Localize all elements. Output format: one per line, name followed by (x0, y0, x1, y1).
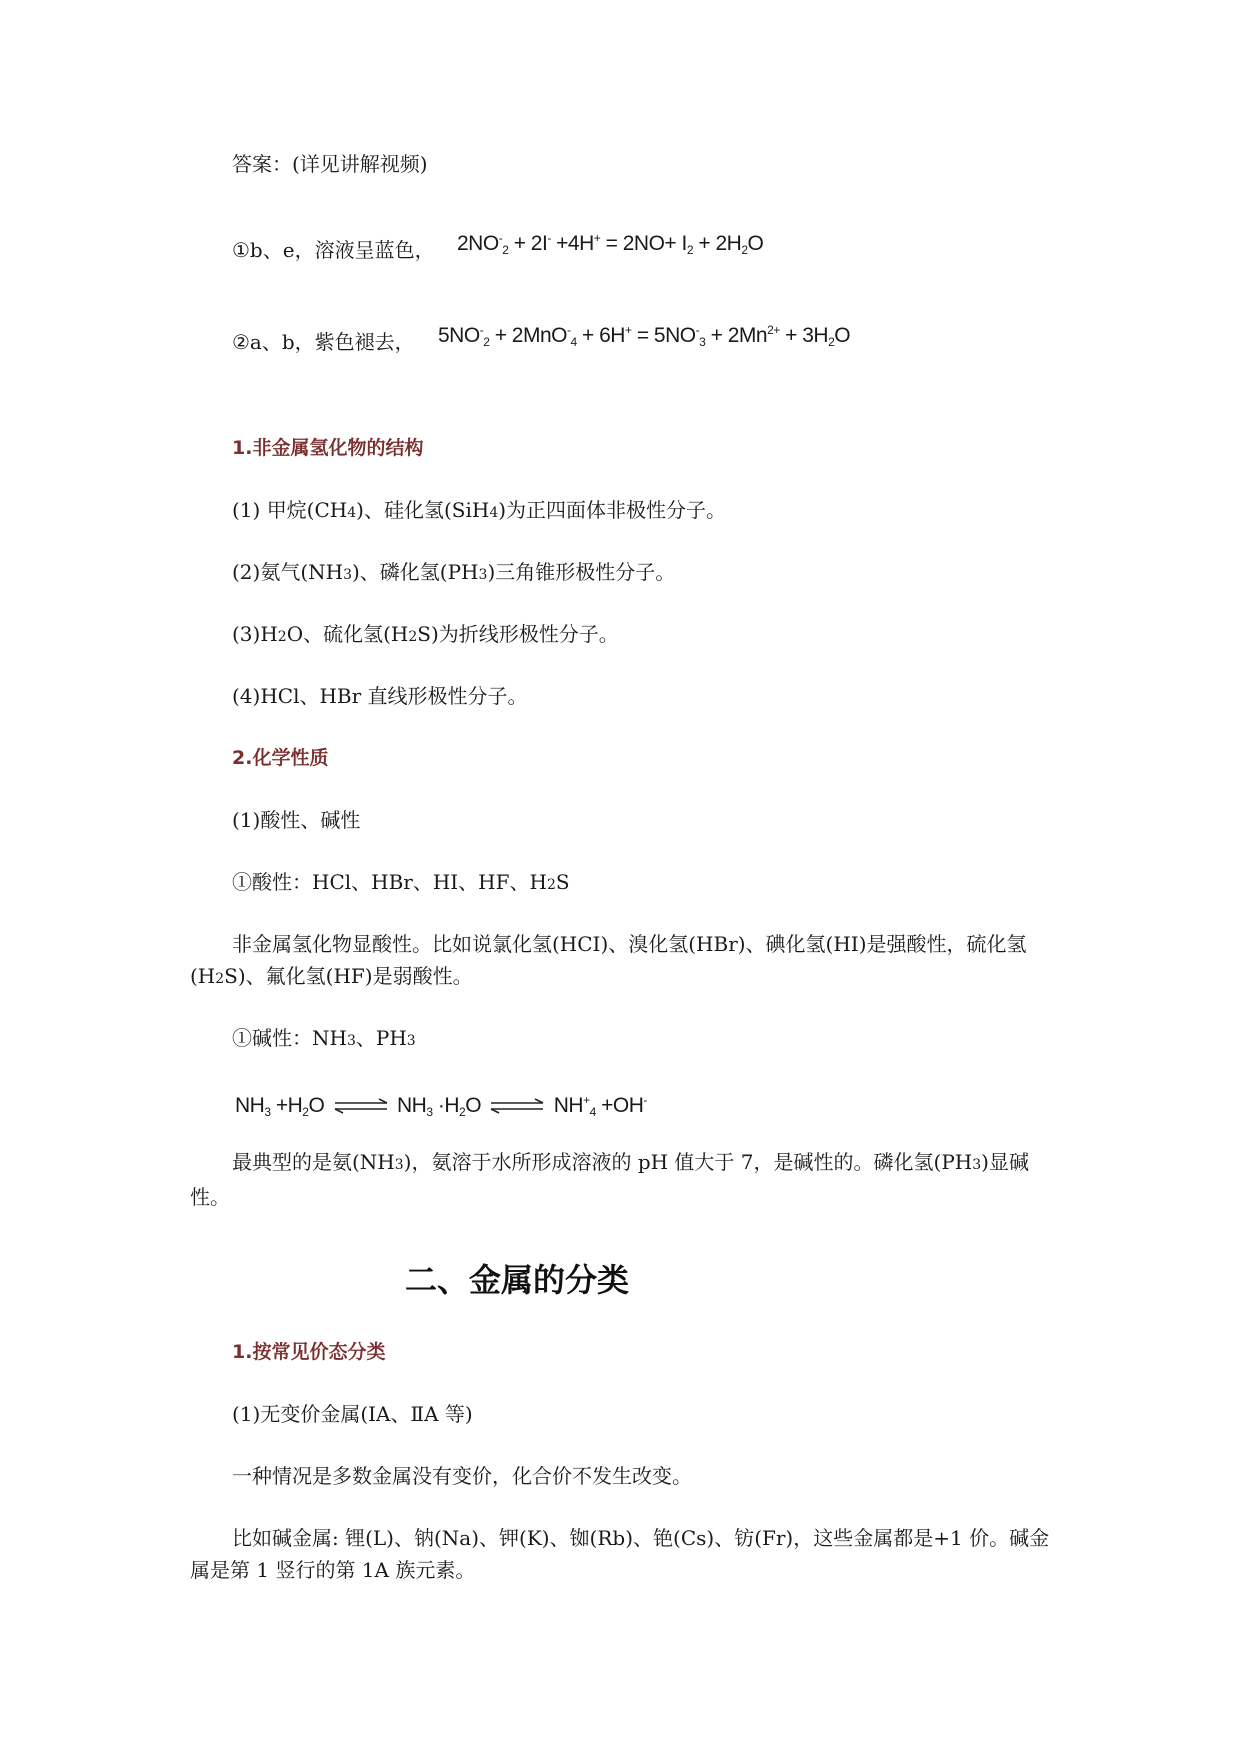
structure-item-1: (1) 甲烷(CH4)、硅化氢(SiH4)为正四面体非极性分子。 (232, 498, 727, 522)
chapter-title-metal-classification: 二、金属的分类 (405, 1261, 630, 1299)
fixed-valence-paragraph: 一种情况是多数金属没有变价，化合价不发生改变。 (232, 1464, 692, 1488)
structure-item-2: (2)氨气(NH3)、磷化氢(PH3)三角锥形极性分子。 (232, 560, 676, 584)
answer-item-2: ②a、b，紫色褪去， (232, 330, 415, 354)
basicity-paragraph: 最典型的是氨(NH3)，氨溶于水所形成溶液的 pH 值大于 7，是碱性的。磷化氢(PH3)显碱性。 (190, 1150, 1029, 1209)
section-title-valence-classification: 1.按常见价态分类 (232, 1341, 386, 1363)
alkali-metals-paragraph: 比如碱金属: 锂(L)、钠(Na)、钾(K)、铷(Rb)、铯(Cs)、钫(Fr)，这些金属都是+1 价。碱金属是第 1 竖行的第 1A 族元素。 (190, 1526, 1050, 1582)
subsection-fixed-valence-metals: (1)无变价金属(IA、ⅡA 等) (232, 1402, 473, 1426)
equation-ammonia-equilibrium: $NH_3 +H_2O$ $NH_3 \cdot H_2O$ $NH^+_4 +OH^-$ (235, 1093, 647, 1119)
equation-1: $2NO^-_2 + 2I^- +4H^+ = 2NO+ I_2 + 2H_2O$ (457, 231, 764, 257)
acidity-list: ①酸性：HCl、HBr、HI、HF、H2S (232, 870, 570, 894)
structure-item-3: (3)H2O、硫化氢(H2S)为折线形极性分子。 (232, 622, 619, 646)
structure-item-4: (4)HCl、HBr 直线形极性分子。 (232, 684, 528, 708)
equilibrium-arrow-icon (333, 1098, 389, 1114)
subsection-acid-base: (1)酸性、碱性 (232, 808, 361, 832)
acidity-paragraph: 非金属氢化物显酸性。比如说氯化氢(HCI)、溴化氢(HBr)、碘化氢(HI)是强酸性，硫化氢(H2S)、氟化氢(HF)是弱酸性。 (190, 932, 1027, 988)
section-title-hydride-structure: 1.非金属氢化物的结构 (232, 437, 424, 459)
equilibrium-arrow-icon (489, 1098, 545, 1114)
equation-2: $5NO^-_2 + 2MnO^-_4 + 6H^+ = 5NO^-_3 + 2Mn^{2+} + 3H_2O$ (438, 323, 851, 349)
basicity-list: ①碱性：NH3、PH3 (232, 1026, 416, 1050)
section-title-chemical-properties: 2.化学性质 (232, 747, 329, 769)
answer-heading: 答案：(详见讲解视频) (232, 152, 428, 176)
answer-item-1: ①b、e，溶液呈蓝色， (232, 238, 435, 262)
